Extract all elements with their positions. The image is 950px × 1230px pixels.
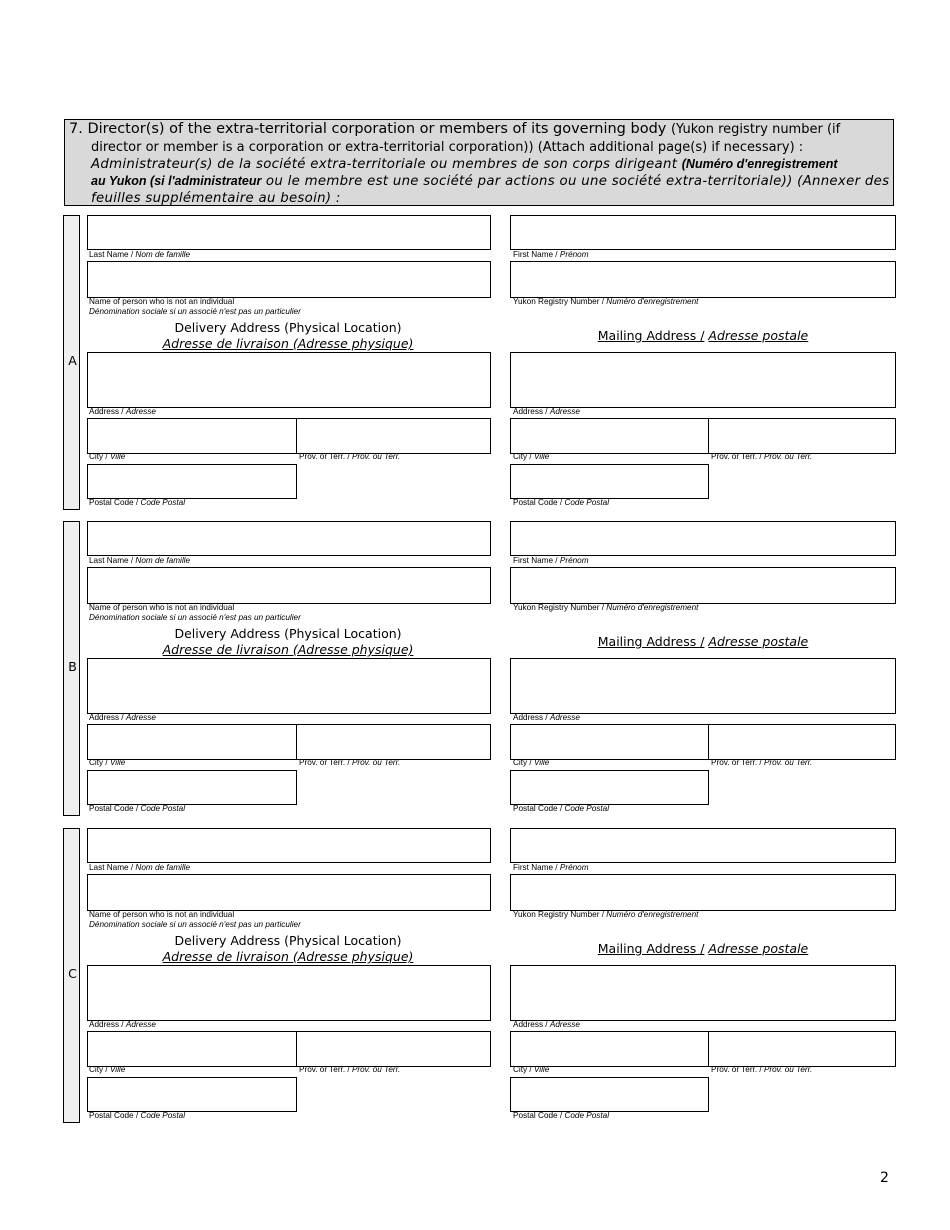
delivery-prov-field[interactable] — [296, 724, 491, 760]
yukon-registry-number-field[interactable] — [510, 261, 896, 298]
last-name-label: Last Name / Nom de famille — [89, 250, 191, 259]
mailing-prov-label: Prov. or Terr. / Prov. ou Terr. — [711, 1065, 813, 1074]
first-name-field[interactable] — [510, 521, 896, 556]
delivery-prov-label: Prov. or Terr. / Prov. ou Terr. — [299, 1065, 401, 1074]
mailing-address-heading: Mailing Address / Adresse postale — [597, 634, 809, 649]
last-name-field[interactable] — [87, 215, 491, 250]
non-individual-label: Name of person who is not an individual — [89, 910, 235, 919]
non-individual-label: Name of person who is not an individual — [89, 297, 235, 306]
non-individual-name-field[interactable] — [87, 261, 491, 298]
section-title-note-cont: director or member is a corporation or extra-territorial corporation)) (Attach additional page(s) if necessary) : — [91, 140, 804, 155]
delivery-city-field[interactable] — [87, 418, 297, 454]
section-letter-bar — [63, 521, 80, 816]
director-section-c — [0, 828, 950, 1125]
fr-bold-a: (Numéro d'enregistrement — [681, 157, 838, 171]
mailing-postal-label: Postal Code / Code Postal — [513, 498, 610, 507]
delivery-city-label: City / Ville — [89, 1065, 126, 1074]
mailing-prov-label: Prov. or Terr. / Prov. ou Terr. — [711, 452, 813, 461]
mailing-address-label: Address / Adresse — [513, 407, 580, 416]
mailing-postal-label: Postal Code / Code Postal — [513, 1111, 610, 1120]
delivery-address-heading: Delivery Address (Physical Location) Adresse de livraison (Adresse physique) — [162, 626, 414, 657]
first-name-field[interactable] — [510, 828, 896, 863]
first-name-field[interactable] — [510, 215, 896, 250]
mailing-postal-code-field[interactable] — [510, 464, 709, 499]
non-individual-label-fr: Dénomination sociale si un associé n'est pas un particulier — [89, 307, 301, 316]
mailing-prov-field[interactable] — [708, 1031, 896, 1067]
mailing-address-field[interactable] — [510, 352, 896, 408]
delivery-city-label: City / Ville — [89, 452, 126, 461]
mailing-address-label: Address / Adresse — [513, 1020, 580, 1029]
director-section-a — [0, 215, 950, 512]
last-name-field[interactable] — [87, 521, 491, 556]
delivery-address-field[interactable] — [87, 965, 491, 1021]
mailing-address-heading: Mailing Address / Adresse postale — [597, 328, 809, 343]
fr-bold-b: au Yukon (si l'administrateur — [91, 174, 262, 188]
mailing-city-field[interactable] — [510, 724, 709, 760]
delivery-address-label: Address / Adresse — [89, 1020, 156, 1029]
first-name-label: First Name / Prénom — [513, 863, 589, 872]
delivery-postal-code-field[interactable] — [87, 1077, 297, 1112]
mailing-address-heading: Mailing Address / Adresse postale — [597, 941, 809, 956]
section-letter-bar — [63, 215, 80, 510]
mailing-address-label: Address / Adresse — [513, 713, 580, 722]
delivery-postal-label: Postal Code / Code Postal — [89, 804, 186, 813]
delivery-address-heading: Delivery Address (Physical Location) Adresse de livraison (Adresse physique) — [162, 933, 414, 964]
mailing-postal-code-field[interactable] — [510, 1077, 709, 1112]
registry-number-label: Yukon Registry Number / Numéro d'enregistrement — [513, 603, 699, 612]
delivery-city-label: City / Ville — [89, 758, 126, 767]
last-name-field[interactable] — [87, 828, 491, 863]
delivery-postal-label: Postal Code / Code Postal — [89, 1111, 186, 1120]
mailing-address-field[interactable] — [510, 658, 896, 714]
mailing-prov-label: Prov. or Terr. / Prov. ou Terr. — [711, 758, 813, 767]
registry-number-label: Yukon Registry Number / Numéro d'enregistrement — [513, 910, 699, 919]
delivery-address-label: Address / Adresse — [89, 713, 156, 722]
delivery-address-label: Address / Adresse — [89, 407, 156, 416]
yukon-registry-number-field[interactable] — [510, 567, 896, 604]
fr-line-c: feuilles supplémentaire au besoin) : — [91, 191, 341, 206]
non-individual-name-field[interactable] — [87, 874, 491, 911]
delivery-address-heading: Delivery Address (Physical Location) Adresse de livraison (Adresse physique) — [162, 320, 414, 351]
mailing-city-label: City / Ville — [513, 758, 550, 767]
fr-rest-b: ou le membre est une société par actions ou une société extra-territoriale)) (Annexer des — [265, 174, 890, 189]
mailing-address-field[interactable] — [510, 965, 896, 1021]
delivery-prov-label: Prov. or Terr. / Prov. ou Terr. — [299, 452, 401, 461]
section-7-header — [64, 119, 894, 206]
delivery-city-field[interactable] — [87, 1031, 297, 1067]
non-individual-label: Name of person who is not an individual — [89, 603, 235, 612]
mailing-city-field[interactable] — [510, 1031, 709, 1067]
delivery-address-field[interactable] — [87, 658, 491, 714]
non-individual-label-fr: Dénomination sociale si un associé n'est pas un particulier — [89, 613, 301, 622]
director-section-b — [0, 521, 950, 818]
last-name-label: Last Name / Nom de famille — [89, 863, 191, 872]
first-name-label: First Name / Prénom — [513, 556, 589, 565]
section-letter: C — [68, 966, 77, 981]
mailing-prov-field[interactable] — [708, 418, 896, 454]
last-name-label: Last Name / Nom de famille — [89, 556, 191, 565]
mailing-postal-label: Postal Code / Code Postal — [513, 804, 610, 813]
delivery-prov-field[interactable] — [296, 418, 491, 454]
mailing-city-label: City / Ville — [513, 452, 550, 461]
first-name-label: First Name / Prénom — [513, 250, 589, 259]
section-letter: A — [68, 353, 77, 368]
mailing-city-label: City / Ville — [513, 1065, 550, 1074]
mailing-postal-code-field[interactable] — [510, 770, 709, 805]
page-number: 2 — [880, 1170, 889, 1186]
delivery-city-field[interactable] — [87, 724, 297, 760]
section-number: 7. — [69, 121, 83, 137]
registry-number-label: Yukon Registry Number / Numéro d'enregistrement — [513, 297, 699, 306]
section-letter-bar — [63, 828, 80, 1123]
delivery-postal-label: Postal Code / Code Postal — [89, 498, 186, 507]
non-individual-name-field[interactable] — [87, 567, 491, 604]
delivery-prov-field[interactable] — [296, 1031, 491, 1067]
section-letter: B — [68, 659, 77, 674]
delivery-postal-code-field[interactable] — [87, 770, 297, 805]
fr-title: Administrateur(s) de la société extra-territoriale ou membres de son corps dirigeant — [91, 157, 678, 172]
mailing-prov-field[interactable] — [708, 724, 896, 760]
section-title: Director(s) of the extra-territorial corporation or members of its governing body — [87, 121, 667, 137]
delivery-postal-code-field[interactable] — [87, 464, 297, 499]
section-title-note: (Yukon registry number (if — [670, 122, 841, 137]
yukon-registry-number-field[interactable] — [510, 874, 896, 911]
non-individual-label-fr: Dénomination sociale si un associé n'est pas un particulier — [89, 920, 301, 929]
mailing-city-field[interactable] — [510, 418, 709, 454]
delivery-prov-label: Prov. or Terr. / Prov. ou Terr. — [299, 758, 401, 767]
delivery-address-field[interactable] — [87, 352, 491, 408]
